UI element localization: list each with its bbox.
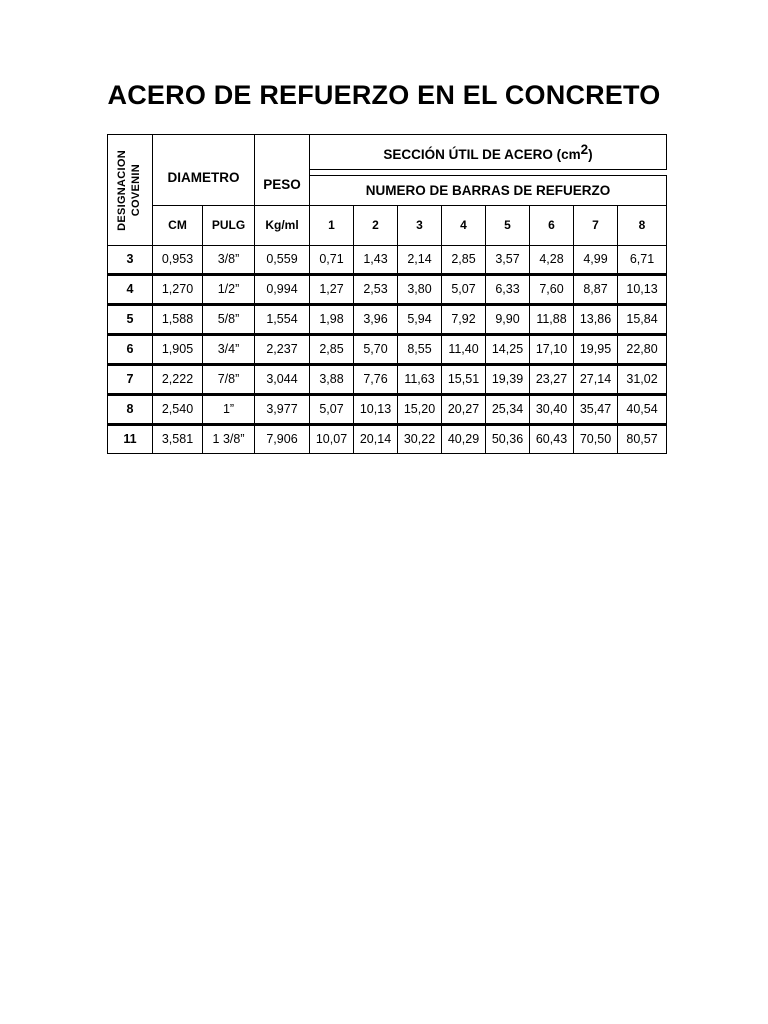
area-cell: 10,13 [618, 275, 667, 305]
designacion-cell: 11 [108, 425, 153, 454]
area-cell: 3,88 [310, 365, 354, 395]
table-row [108, 305, 667, 335]
area-cell: 1,43 [354, 246, 398, 275]
steel-reinforcement-table [107, 134, 667, 454]
area-cell: 31,02 [618, 365, 667, 395]
area-cell: 6,33 [486, 275, 530, 305]
designacion-cell: 3 [108, 246, 153, 275]
area-cell: 15,51 [442, 365, 486, 395]
area-cell: 3,80 [398, 275, 442, 305]
numero-barras-header: NUMERO DE BARRAS DE REFUERZO [310, 176, 667, 206]
area-cell: 5,07 [442, 275, 486, 305]
area-cell: 23,27 [530, 365, 574, 395]
area-cell: 5,94 [398, 305, 442, 335]
designacion-cell: 7 [108, 365, 153, 395]
area-cell: 19,95 [574, 335, 618, 365]
area-cell: 20,14 [354, 425, 398, 454]
bar-count-header: 3 [398, 206, 442, 246]
diametro-cm-cell: 1,905 [153, 335, 203, 365]
bar-count-header: 1 [310, 206, 354, 246]
area-cell: 10,07 [310, 425, 354, 454]
area-cell: 19,39 [486, 365, 530, 395]
designacion-cell: 6 [108, 335, 153, 365]
area-cell: 30,22 [398, 425, 442, 454]
area-cell: 1,98 [310, 305, 354, 335]
bar-count-header: 4 [442, 206, 486, 246]
area-cell: 60,43 [530, 425, 574, 454]
peso-cell: 3,044 [255, 365, 310, 395]
area-cell: 2,14 [398, 246, 442, 275]
area-cell: 4,99 [574, 246, 618, 275]
area-cell: 11,88 [530, 305, 574, 335]
bar-count-header: 8 [618, 206, 667, 246]
diametro-pulg-cell: 5/8” [203, 305, 255, 335]
table-row [108, 275, 667, 305]
area-cell: 9,90 [486, 305, 530, 335]
seccion-header: SECCIÓN ÚTIL DE ACERO $(cm^2)$ [310, 135, 667, 170]
peso-cell: 3,977 [255, 395, 310, 425]
area-cell: 22,80 [618, 335, 667, 365]
area-cell: 3,96 [354, 305, 398, 335]
area-cell: 80,57 [618, 425, 667, 454]
diametro-cm-cell: 1,588 [153, 305, 203, 335]
area-cell: 3,57 [486, 246, 530, 275]
area-cell: 15,84 [618, 305, 667, 335]
area-cell: 7,60 [530, 275, 574, 305]
area-cell: 0,71 [310, 246, 354, 275]
area-cell: 11,40 [442, 335, 486, 365]
area-cell: 6,71 [618, 246, 667, 275]
table-row [108, 365, 667, 395]
area-cell: 2,85 [310, 335, 354, 365]
bar-count-header: 5 [486, 206, 530, 246]
diametro-cm-cell: 0,953 [153, 246, 203, 275]
diametro-cm-cell: 1,270 [153, 275, 203, 305]
area-cell: 50,36 [486, 425, 530, 454]
table-row [108, 425, 667, 454]
diametro-cm-cell: 2,540 [153, 395, 203, 425]
table-row [108, 246, 667, 275]
area-cell: 70,50 [574, 425, 618, 454]
diametro-pulg-cell: 1” [203, 395, 255, 425]
area-cell: 27,14 [574, 365, 618, 395]
covenin-label: COVENIN [130, 163, 142, 217]
area-cell: 8,55 [398, 335, 442, 365]
area-cell: 20,27 [442, 395, 486, 425]
diametro-pulg-cell: 3/8” [203, 246, 255, 275]
designacion-cell: 5 [108, 305, 153, 335]
diametro-pulg-cell: 7/8” [203, 365, 255, 395]
area-cell: 5,70 [354, 335, 398, 365]
area-cell: 40,54 [618, 395, 667, 425]
designacion-cell: 8 [108, 395, 153, 425]
diametro-cm-cell: 2,222 [153, 365, 203, 395]
peso-cell: 2,237 [255, 335, 310, 365]
area-cell: 30,40 [530, 395, 574, 425]
designacion-header [108, 135, 153, 246]
area-cell: 5,07 [310, 395, 354, 425]
area-cell: 13,86 [574, 305, 618, 335]
diametro-header: DIAMETRO [153, 135, 255, 206]
peso-cell: 7,906 [255, 425, 310, 454]
table-row [108, 395, 667, 425]
area-cell: 14,25 [486, 335, 530, 365]
peso-cell: 0,559 [255, 246, 310, 275]
bar-count-header: 2 [354, 206, 398, 246]
area-cell: 4,28 [530, 246, 574, 275]
area-cell: 7,76 [354, 365, 398, 395]
area-cell: 10,13 [354, 395, 398, 425]
area-cell: 1,27 [310, 275, 354, 305]
area-cell: 2,53 [354, 275, 398, 305]
area-cell: 15,20 [398, 395, 442, 425]
table-row [108, 335, 667, 365]
area-cell: 2,85 [442, 246, 486, 275]
area-cell: 25,34 [486, 395, 530, 425]
diametro-pulg-cell: 1/2” [203, 275, 255, 305]
pulg-header: PULG [203, 206, 255, 246]
area-cell: 35,47 [574, 395, 618, 425]
area-cell: 7,92 [442, 305, 486, 335]
area-cell: 11,63 [398, 365, 442, 395]
area-cell: 8,87 [574, 275, 618, 305]
kgml-header: Kg/ml [255, 206, 310, 246]
designacion-label: DESIGNACION [116, 149, 129, 231]
peso-cell: 0,994 [255, 275, 310, 305]
area-cell: 40,29 [442, 425, 486, 454]
cm-header: CM [153, 206, 203, 246]
page-title: ACERO DE REFUERZO EN EL CONCRETO [107, 80, 661, 110]
diametro-pulg-cell: 1 3/8” [203, 425, 255, 454]
designacion-cell: 4 [108, 275, 153, 305]
subheader-row [108, 206, 667, 246]
bar-count-header: 7 [574, 206, 618, 246]
bar-count-header: 6 [530, 206, 574, 246]
diametro-cm-cell: 3,581 [153, 425, 203, 454]
diametro-pulg-cell: 3/4” [203, 335, 255, 365]
peso-header: PESO [255, 135, 310, 206]
area-cell: 17,10 [530, 335, 574, 365]
peso-cell: 1,554 [255, 305, 310, 335]
